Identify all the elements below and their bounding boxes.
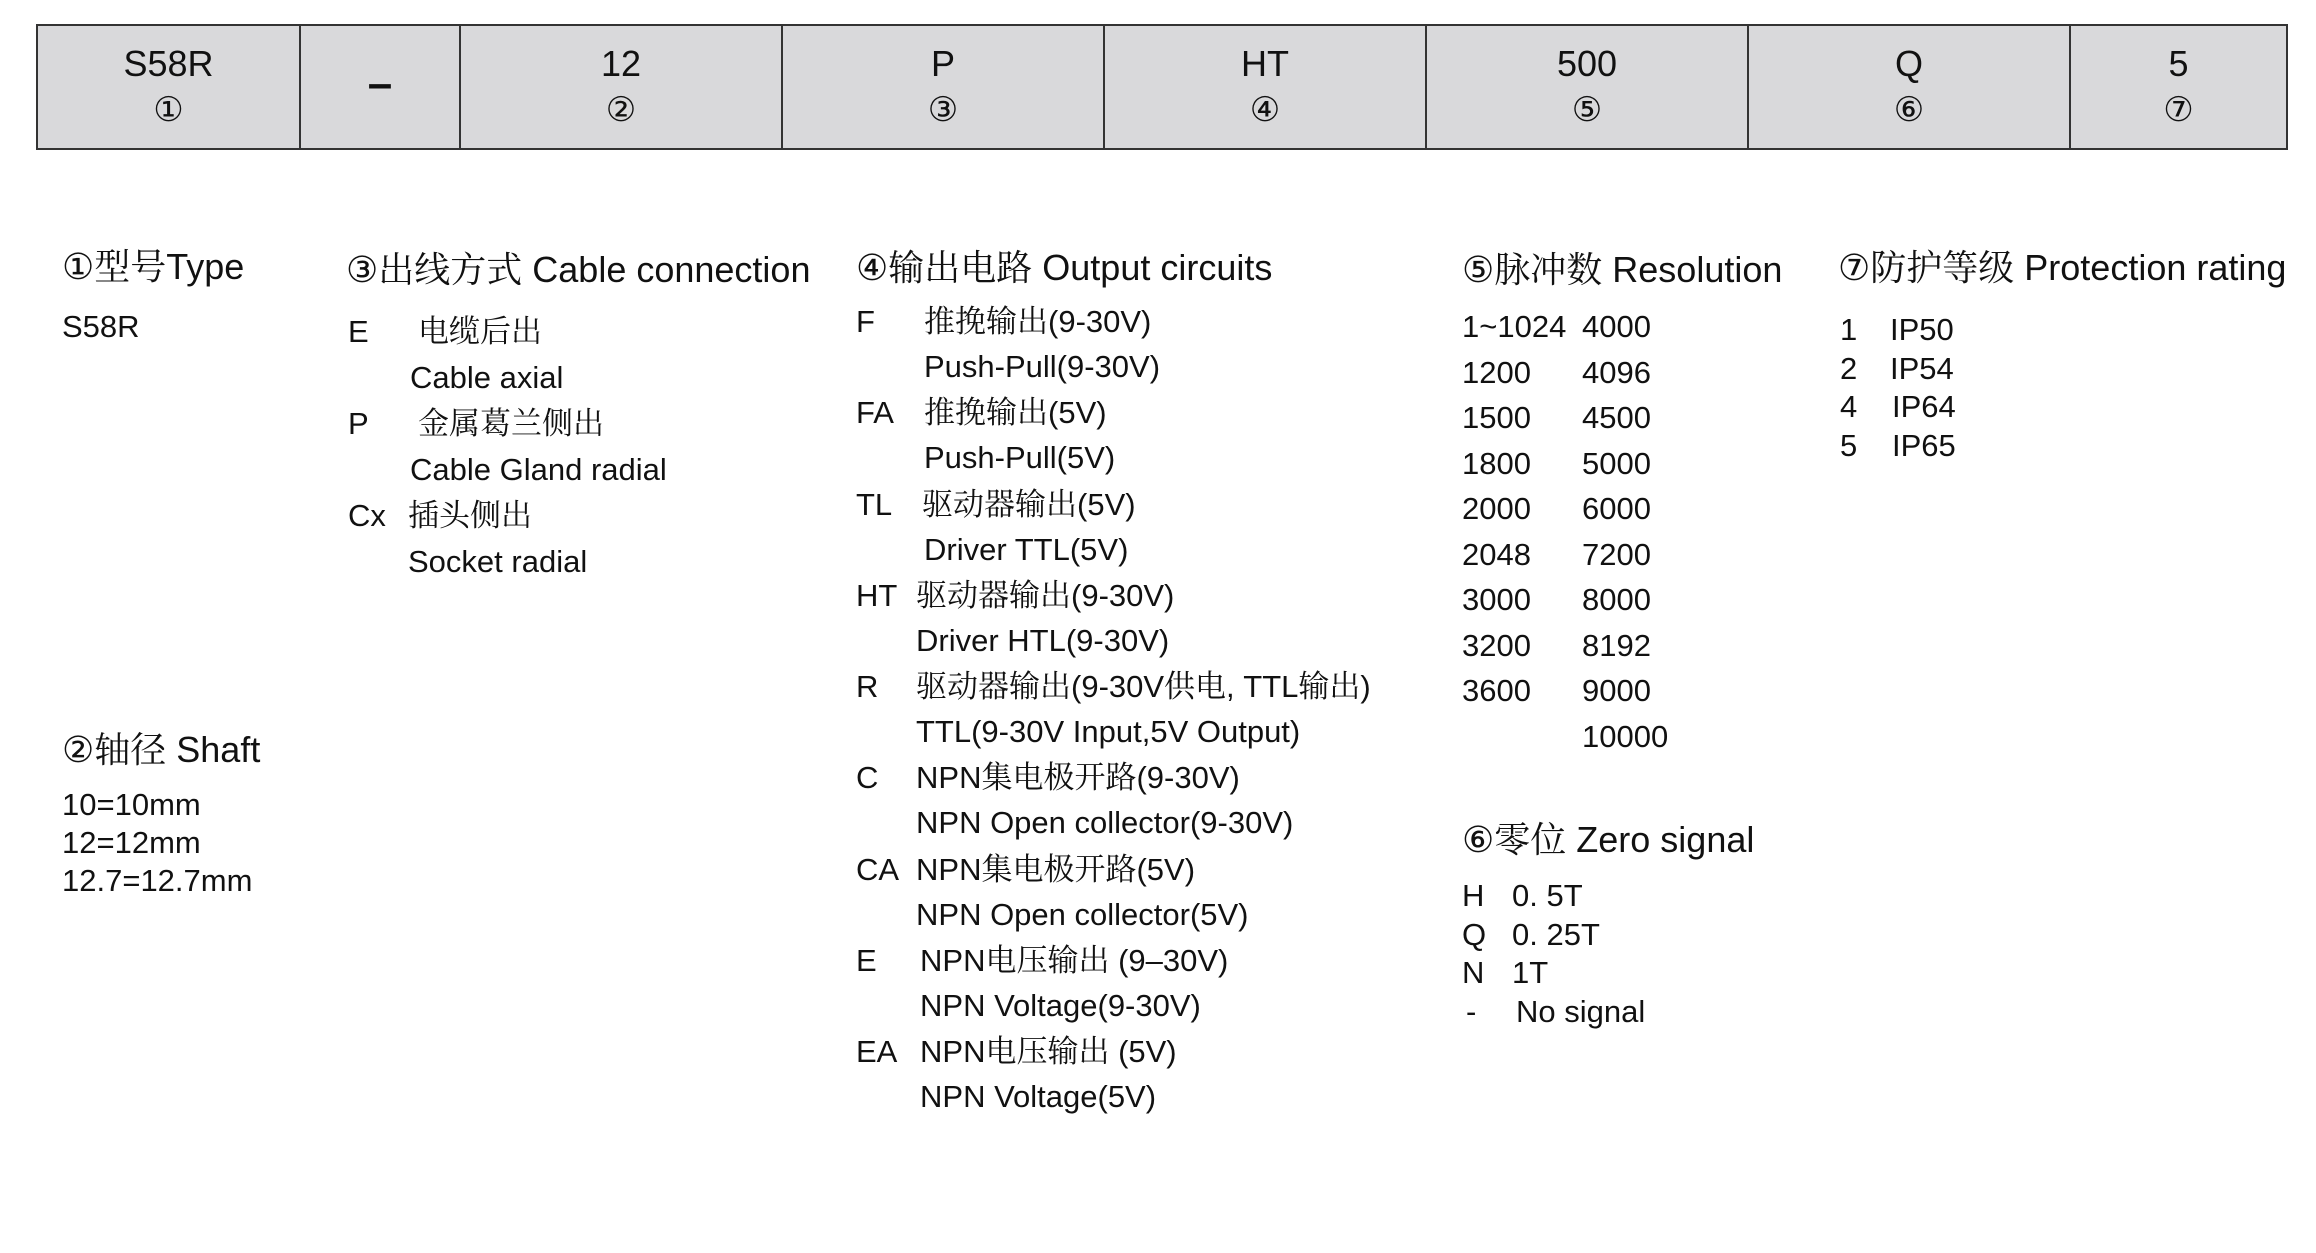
code-cell-output	[1105, 26, 1427, 148]
output-zh: 驱动器输出(9-30V)	[916, 577, 1175, 613]
output-code: TL	[856, 486, 893, 522]
zero-heading: ⑥零位 Zero signal	[1462, 819, 1755, 860]
code-cell-shaft	[461, 26, 783, 148]
output-item	[856, 852, 1272, 943]
protection-value: IP65	[1892, 427, 1956, 463]
output-code: F	[856, 304, 875, 339]
output-zh: NPN电压输出 (5V)	[920, 1034, 1177, 1070]
resolution-value: 3200	[1462, 627, 1531, 663]
output-zh: 驱动器输出(5V)	[922, 486, 1136, 522]
code-value: Q	[1894, 43, 1923, 84]
output-zh: 推挽输出(9-30V)	[924, 304, 1152, 339]
zero-code: Q	[1462, 916, 1487, 952]
output-en: NPN Open collector(5V)	[916, 896, 1249, 932]
output-code: CA	[856, 851, 900, 887]
cable-section	[346, 248, 810, 590]
resolution-value: 4500	[1582, 400, 1651, 435]
code-index: ④	[1249, 91, 1281, 129]
output-heading: ④输出电路 Output circuits	[856, 247, 1273, 288]
resolution-col-1	[1462, 304, 1566, 714]
output-code: FA	[856, 395, 894, 431]
resolution-value: 9000	[1582, 673, 1651, 708]
resolution-value: 1~1024	[1462, 309, 1567, 344]
output-en: Driver HTL(9-30V)	[916, 622, 1170, 658]
shaft-heading: ②轴径 Shaft	[62, 729, 261, 770]
zero-code: -	[1466, 993, 1477, 1029]
output-item	[856, 1034, 1272, 1125]
protection-code: 5	[1840, 427, 1858, 463]
output-code: C	[856, 760, 879, 796]
code-index: ①	[153, 91, 184, 129]
protection-value: IP50	[1890, 312, 1954, 347]
protection-value: IP54	[1890, 350, 1954, 386]
type-section	[62, 245, 244, 345]
output-zh: NPN集电极开路(5V)	[916, 851, 1196, 887]
resolution-section	[1462, 248, 1782, 764]
zero-value: No signal	[1516, 993, 1646, 1029]
zero-item	[1462, 917, 1754, 956]
output-item	[856, 943, 1272, 1034]
code-value: S58R	[123, 43, 214, 84]
resolution-value: 10000	[1582, 718, 1669, 754]
output-section	[856, 246, 1371, 1126]
resolution-value: 8000	[1582, 582, 1651, 617]
cable-zh: 插头侧出	[408, 498, 532, 533]
protection-item	[1838, 312, 2286, 351]
output-en: Push-Pull(5V)	[924, 440, 1116, 476]
output-item	[856, 669, 1371, 760]
output-zh: NPN电压输出 (9–30V)	[920, 943, 1229, 979]
cable-code: E	[348, 314, 369, 349]
output-item	[856, 760, 1294, 851]
cable-heading: ③出线方式 Cable connection	[346, 249, 811, 290]
code-value: 500	[1556, 43, 1618, 84]
resolution-value: 8192	[1582, 627, 1651, 663]
output-zh: 推挽输出(5V)	[924, 395, 1107, 431]
code-cell-resolution	[1427, 26, 1749, 148]
shaft-section	[62, 728, 260, 900]
type-heading: ①型号Type	[62, 246, 245, 287]
output-item	[856, 395, 1272, 486]
zero-value: 0. 25T	[1512, 916, 1600, 952]
shaft-item: 10=10mm	[62, 787, 201, 822]
cable-item	[346, 314, 810, 406]
resolution-value: 4000	[1582, 309, 1651, 344]
protection-item	[1838, 389, 2286, 428]
code-index: ⑦	[2163, 91, 2194, 129]
code-value: –	[367, 59, 393, 108]
resolution-table	[1462, 304, 1782, 764]
output-item	[856, 578, 1272, 669]
code-value: 5	[2168, 43, 2189, 84]
resolution-value: 3000	[1462, 582, 1531, 617]
cable-code: Cx	[348, 498, 386, 533]
output-zh: 驱动器输出(9-30V供电, TTL输出)	[916, 669, 1371, 705]
output-item	[856, 487, 1272, 578]
code-cell-type	[38, 26, 301, 148]
code-cell-separator	[301, 26, 461, 148]
cable-code: P	[348, 406, 369, 441]
protection-code: 1	[1840, 312, 1858, 347]
shaft-item: 12=12mm	[62, 825, 201, 860]
resolution-value: 5000	[1582, 445, 1651, 481]
resolution-heading: ⑤脉冲数 Resolution	[1462, 249, 1783, 290]
zero-item	[1462, 955, 1754, 994]
protection-item	[1838, 428, 2286, 467]
output-en: Push-Pull(9-30V)	[924, 349, 1161, 384]
code-index: ②	[605, 91, 637, 129]
protection-item	[1838, 351, 2286, 390]
resolution-col-2	[1582, 304, 1668, 759]
code-value: 12	[600, 43, 642, 84]
code-cell-cable	[783, 26, 1105, 148]
output-item	[856, 304, 1272, 395]
zero-item	[1462, 878, 1754, 917]
code-index: ⑥	[1893, 91, 1925, 129]
output-en: Driver TTL(5V)	[924, 531, 1129, 567]
code-value: P	[930, 43, 955, 84]
cable-item	[346, 406, 810, 498]
resolution-value: 7200	[1582, 536, 1651, 572]
output-code: EA	[856, 1034, 898, 1070]
cable-en: Socket radial	[408, 544, 588, 579]
resolution-value: 1800	[1462, 445, 1531, 481]
type-value: S58R	[62, 309, 140, 344]
protection-value: IP64	[1892, 389, 1956, 424]
protection-section	[1838, 246, 2286, 466]
output-en: NPN Voltage(9-30V)	[920, 988, 1201, 1024]
code-index: ⑤	[1571, 91, 1603, 129]
zero-code: N	[1462, 955, 1485, 990]
resolution-value: 2000	[1462, 491, 1531, 526]
cable-en: Cable Gland radial	[410, 452, 667, 487]
resolution-value: 1200	[1462, 354, 1531, 390]
resolution-value: 1500	[1462, 400, 1531, 435]
output-en: TTL(9-30V Input,5V Output)	[916, 714, 1301, 750]
protection-heading: ⑦防护等级 Protection rating	[1838, 247, 2287, 288]
shaft-item: 12.7=12.7mm	[62, 863, 253, 898]
resolution-value: 2048	[1462, 536, 1531, 572]
protection-code: 4	[1840, 389, 1858, 424]
zero-code: H	[1462, 878, 1485, 913]
zero-section	[1462, 818, 1754, 1032]
zero-value: 0. 5T	[1512, 878, 1583, 913]
output-en: NPN Voltage(5V)	[920, 1079, 1157, 1115]
cable-zh: 电缆后出	[418, 314, 542, 349]
output-zh: NPN集电极开路(9-30V)	[916, 760, 1240, 796]
output-code: HT	[856, 577, 898, 613]
code-cell-zero	[1749, 26, 2071, 148]
protection-code: 2	[1840, 350, 1858, 386]
code-value: HT	[1241, 43, 1289, 84]
code-cell-protection	[2071, 26, 2286, 148]
code-index: ③	[927, 91, 959, 129]
output-code: R	[856, 669, 879, 705]
output-en: NPN Open collector(9-30V)	[916, 805, 1294, 841]
zero-item	[1462, 994, 1754, 1033]
resolution-value: 6000	[1582, 491, 1651, 526]
output-code: E	[856, 943, 877, 979]
cable-zh: 金属葛兰侧出	[418, 406, 604, 441]
order-code-table	[36, 24, 2288, 150]
cable-item	[346, 498, 810, 590]
zero-value: 1T	[1512, 955, 1549, 990]
resolution-value: 4096	[1582, 354, 1651, 390]
resolution-value: 3600	[1462, 673, 1531, 708]
cable-en: Cable axial	[410, 360, 564, 395]
